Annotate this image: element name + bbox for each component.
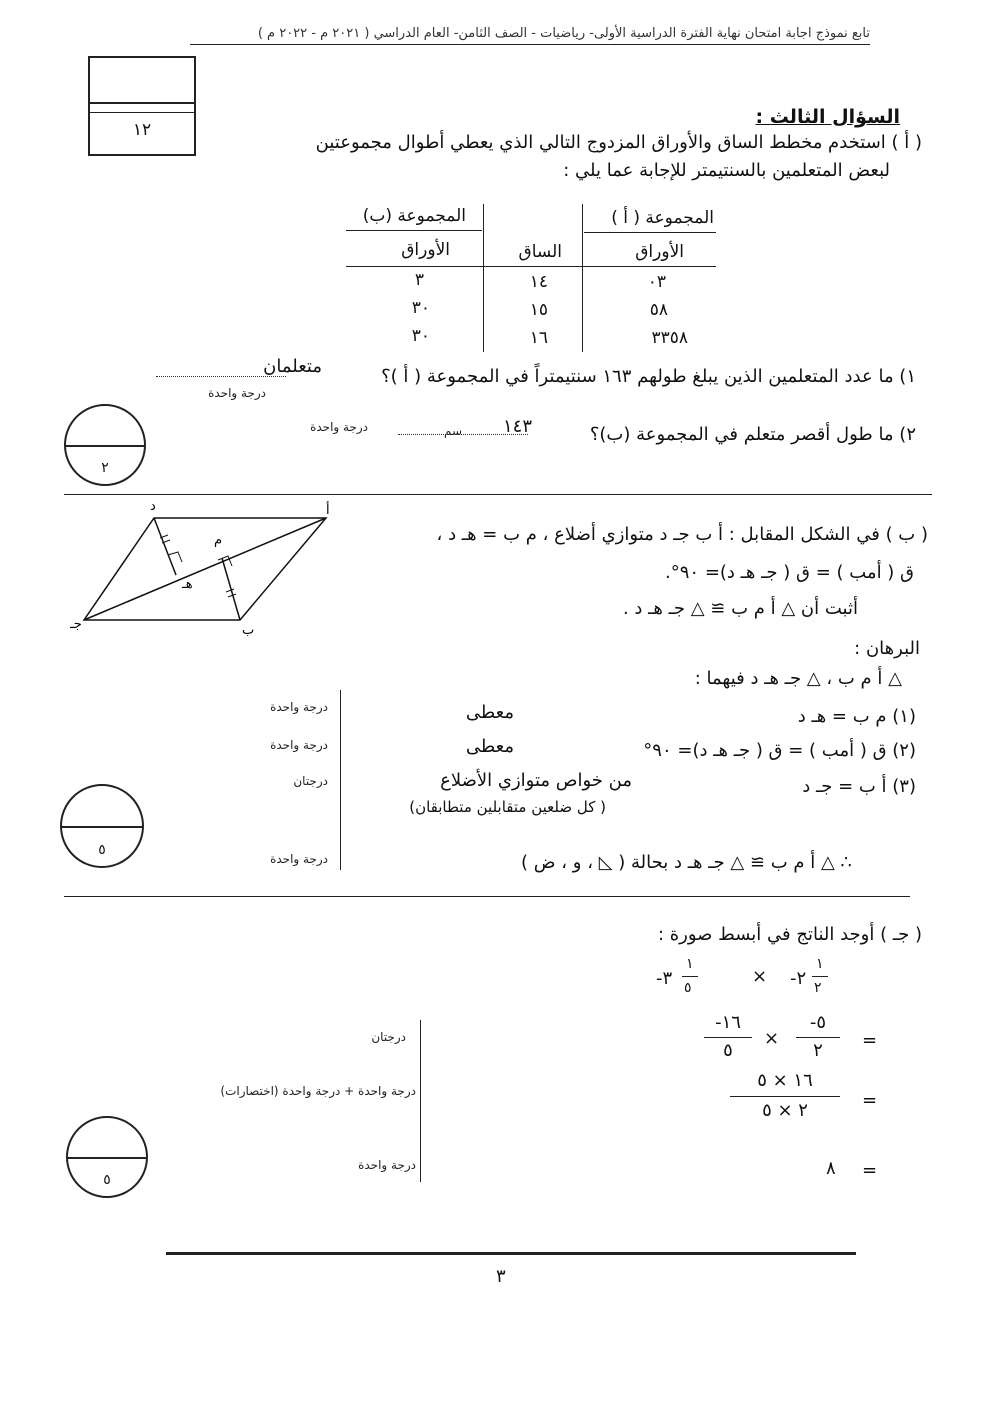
diagonal-ac bbox=[84, 518, 326, 620]
proof-title: البرهان : bbox=[854, 638, 920, 659]
group-b-label: المجموعة (ب) bbox=[362, 206, 466, 226]
part-a-q1: ١) ما عدد المتعلمين الذين يبلغ طولهم ١٦٣ سنتيمتراً في المجموعة ( أ )؟ bbox=[381, 366, 916, 387]
expr-right-num: ١ bbox=[686, 956, 694, 972]
part-a-intro-2: لبعض المتعلمين بالسنتيمتر للإجابة عما يلي : bbox=[563, 160, 890, 181]
question-title: السؤال الثالث : bbox=[755, 106, 900, 128]
part-c-step2-mark: درجة واحدة + درجة واحدة (اختصارات) bbox=[220, 1084, 416, 1098]
step3-reason-2: ( كل ضلعين متقابلين متطابقان) bbox=[409, 798, 606, 816]
part-b-statement-1: ( ب ) في الشكل المقابل : أ ب جـ د متوازي أضلاع ، م ب = هـ د ، bbox=[436, 524, 928, 545]
row3-leaves-b: ٣٠ bbox=[411, 326, 430, 346]
row2-leaves-b: ٣٠ bbox=[411, 298, 430, 318]
expr-left-num: ١ bbox=[816, 956, 824, 972]
part-a-intro-1: ( أ ) استخدم مخطط الساق والأوراق المزدوج التالي الذي يعطي أطوال مجموعتين bbox=[315, 132, 922, 153]
step2-reason: معطى bbox=[465, 736, 514, 757]
expr-times: × bbox=[752, 966, 768, 987]
page-header: تابع نموذج اجابة امتحان نهاية الفترة الدراسية الأولى- رياضيات - الصف الثامن- العام الدراسي ( ٢٠٢١ م - ٢٠٢٢ م ) bbox=[257, 26, 870, 41]
segment-dh bbox=[154, 518, 176, 575]
label-b: ب bbox=[242, 623, 255, 638]
step3-eq: = bbox=[862, 1160, 878, 1181]
part-c-statement: ( جـ ) أوجد الناتج في أبسط صورة : bbox=[657, 924, 922, 945]
step3-result: ٨ bbox=[826, 1158, 836, 1179]
part-b-score-circle bbox=[60, 784, 144, 868]
expr-right-den: ٥ bbox=[684, 980, 692, 996]
step2-num: ١٦ × ٥ bbox=[757, 1070, 813, 1091]
part-c-step3-mark: درجة واحدة bbox=[358, 1158, 416, 1172]
total-score: ١٢ bbox=[132, 120, 152, 140]
expr-right-whole: -٢ bbox=[790, 968, 807, 989]
part-b-prove: أثبت أن △ أ م ب ≅ △ جـ هـ د . bbox=[622, 598, 858, 619]
step1-statement: (١) م ب = هـ د bbox=[797, 706, 916, 727]
row1-leaves-b: ٣ bbox=[414, 270, 424, 290]
part-a-q2-unit: سم bbox=[443, 424, 462, 438]
row3-stem: ١٦ bbox=[529, 328, 548, 348]
step1-reason: معطى bbox=[465, 702, 514, 723]
page-number: ٣ bbox=[496, 1266, 506, 1287]
part-c-score: ٥ bbox=[103, 1172, 111, 1188]
step2-eq: = bbox=[862, 1090, 878, 1111]
step2-mark: درجة واحدة bbox=[270, 738, 328, 752]
proof-triangles: △ أ م ب ، △ جـ هـ د فيهما : bbox=[694, 668, 902, 689]
step3-mark: درجتان bbox=[293, 774, 328, 788]
label-h: هـ bbox=[182, 577, 193, 592]
label-a: أ bbox=[326, 503, 330, 518]
proof-conclusion: ∴ △ أ م ب ≅ △ جـ هـ د بحالة ( ◺ ، و ، ض ) bbox=[521, 852, 852, 873]
row2-leaves-a: ٥٨ bbox=[649, 300, 668, 320]
label-c: جـ bbox=[70, 617, 82, 632]
part-b-statement-2: ق ( أمب ) = ق ( جـ هـ د)= ٩٠°. bbox=[665, 562, 914, 583]
part-b-score: ٥ bbox=[98, 842, 106, 858]
step1-f2-num: -١٦ bbox=[715, 1012, 741, 1033]
segment-bm bbox=[222, 558, 240, 620]
step1-f1-den: ٢ bbox=[813, 1040, 823, 1061]
parallelogram-figure bbox=[70, 500, 350, 640]
step3-reason: من خواص متوازي الأضلاع bbox=[440, 770, 632, 791]
part-a-q2-answer: ١٤٣ bbox=[502, 416, 532, 437]
expr-left-whole: -٣ bbox=[656, 968, 673, 989]
leaves-a-header: الأوراق bbox=[635, 242, 684, 262]
part-a-q1-mark: درجة واحدة bbox=[208, 386, 266, 400]
label-d: د bbox=[150, 500, 156, 514]
group-a-label: المجموعة ( أ ) bbox=[611, 208, 714, 228]
proof-mark-divider bbox=[340, 690, 341, 870]
part-c-mark-divider bbox=[420, 1020, 421, 1182]
label-m: م bbox=[214, 533, 223, 548]
row3-leaves-a: ٣٣٥٨ bbox=[651, 328, 688, 348]
step2-statement: (٢) ق ( أمب ) = ق ( جـ هـ د)= ٩٠° bbox=[643, 740, 916, 761]
part-a-score: ٢ bbox=[101, 460, 109, 476]
part-a-q1-answer: متعلمان bbox=[263, 356, 322, 377]
step3-statement: (٣) أ ب = جـ د bbox=[802, 776, 916, 797]
divider-2 bbox=[64, 896, 910, 897]
part-c-step1-mark: درجتان bbox=[371, 1030, 406, 1044]
step1-f2-den: ٥ bbox=[723, 1040, 733, 1061]
row2-stem: ١٥ bbox=[529, 300, 548, 320]
part-a-score-circle bbox=[64, 404, 146, 486]
conclusion-mark: درجة واحدة bbox=[270, 852, 328, 866]
step1-mark: درجة واحدة bbox=[270, 700, 328, 714]
header-underline bbox=[190, 44, 870, 45]
row1-stem: ١٤ bbox=[529, 272, 548, 292]
row1-leaves-a: ٠٣ bbox=[647, 272, 666, 292]
expr-left-den: ٢ bbox=[814, 980, 822, 996]
step1-f1-num: -٥ bbox=[809, 1012, 827, 1033]
part-a-q2: ٢) ما طول أقصر متعلم في المجموعة (ب)؟ bbox=[589, 424, 916, 445]
stem-header: الساق bbox=[518, 242, 562, 262]
divider-1 bbox=[64, 494, 932, 495]
total-score-box bbox=[88, 56, 196, 156]
leaves-b-header: الأوراق bbox=[401, 240, 450, 260]
part-a-q2-mark: درجة واحدة bbox=[310, 420, 368, 434]
step1-eq: = bbox=[862, 1030, 878, 1051]
step2-den: ٢ × ٥ bbox=[762, 1100, 808, 1121]
part-c-score-circle bbox=[66, 1116, 148, 1198]
footer-line bbox=[166, 1252, 856, 1255]
step1-times: × bbox=[764, 1028, 780, 1049]
